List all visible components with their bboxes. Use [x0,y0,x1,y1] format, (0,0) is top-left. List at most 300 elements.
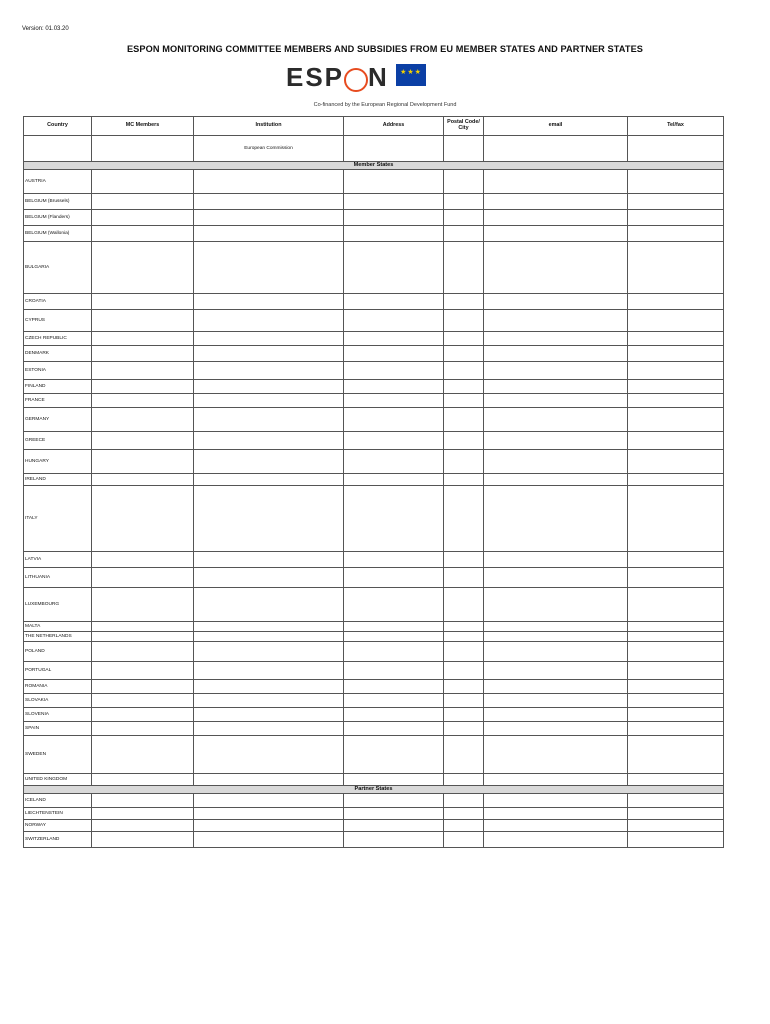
cell-address [344,832,444,848]
cell-institution [194,362,344,380]
cell-institution [194,294,344,310]
espon-logo [286,62,466,102]
cell-address [344,450,444,474]
cell-country: ICELAND [24,794,92,808]
cell-institution [194,380,344,394]
cell-members [92,794,194,808]
cell-institution [194,486,344,552]
cell-country: SLOVAKIA [24,694,92,708]
table-row [24,310,724,332]
table-row [24,242,724,294]
table-row [24,432,724,450]
cell-members [92,310,194,332]
cell-postal [444,794,484,808]
cell-members [92,694,194,708]
cell-country: THE NETHERLANDS [24,632,92,642]
cell-address [344,432,444,450]
cell-country: UNITED KINGDOM [24,774,92,786]
cell-email[interactable] [484,632,628,642]
cell-tel [628,310,724,332]
cell-address [344,632,444,642]
cell-members [92,486,194,552]
cell-email[interactable] [484,432,628,450]
cell-tel [628,694,724,708]
cell-tel [628,408,724,432]
cell-country: NORWAY [24,820,92,832]
cell-country: BELGIUM (Flanders) [24,210,92,226]
cell-institution [194,808,344,820]
cell-country: ITALY [24,486,92,552]
cell-email[interactable] [484,642,628,662]
table-row [24,170,724,194]
cell-country: BULGARIA [24,242,92,294]
cell-address [344,136,444,162]
cell-institution [194,408,344,432]
cell-postal [444,486,484,552]
cell-members [92,708,194,722]
cell-address [344,226,444,242]
table-row [24,552,724,568]
cell-postal [444,170,484,194]
cell-email[interactable] [484,486,628,552]
table-row [24,632,724,642]
cell-address [344,394,444,408]
table-row [24,450,724,474]
cell-tel [628,722,724,736]
cell-address [344,242,444,294]
cell-tel [628,346,724,362]
cell-address [344,680,444,694]
table-row [24,774,724,786]
cell-postal [444,736,484,774]
cell-institution [194,332,344,346]
cell-email[interactable] [484,820,628,832]
cell-institution [194,226,344,242]
cell-postal [444,362,484,380]
cell-institution [194,642,344,662]
cell-address [344,332,444,346]
cell-tel [628,332,724,346]
cell-country [24,136,92,162]
cell-members [92,408,194,432]
cell-tel [628,680,724,694]
cell-address [344,486,444,552]
cell-country: POLAND [24,642,92,662]
cell-address [344,622,444,632]
cell-address [344,408,444,432]
cell-country: IRELAND [24,474,92,486]
cell-postal [444,310,484,332]
table-row [24,642,724,662]
cell-members [92,832,194,848]
cell-country: MALTA [24,622,92,632]
section-row [24,162,724,170]
table-row [24,736,724,774]
cell-postal [444,722,484,736]
cell-tel [628,486,724,552]
cell-email[interactable] [484,362,628,380]
column-header-postal: Postal Code/ City [444,117,484,136]
cell-country: LUXEMBOURG [24,588,92,622]
cell-email[interactable] [484,394,628,408]
cell-address [344,662,444,680]
cell-email[interactable] [484,694,628,708]
table-row [24,346,724,362]
cell-postal [444,808,484,820]
cell-email[interactable] [484,552,628,568]
cell-institution [194,708,344,722]
section-row [24,786,724,794]
cell-institution [194,722,344,736]
cell-address [344,588,444,622]
cell-country: CZECH REPUBLIC [24,332,92,346]
cell-email[interactable] [484,294,628,310]
cell-members [92,474,194,486]
column-header-address: Address [344,117,444,136]
cell-tel [628,380,724,394]
cell-tel [628,450,724,474]
table-row [24,832,724,848]
cell-postal [444,136,484,162]
cell-email[interactable] [484,136,628,162]
cell-tel [628,136,724,162]
cell-address [344,362,444,380]
cell-email[interactable] [484,622,628,632]
cell-members [92,808,194,820]
cell-tel [628,662,724,680]
table-row [24,380,724,394]
table-row [24,332,724,346]
table-row [24,694,724,708]
cell-country: GERMANY [24,408,92,432]
cell-postal [444,694,484,708]
cell-country: PORTUGAL [24,662,92,680]
cell-postal [444,394,484,408]
cell-members [92,588,194,622]
eu-flag-icon [396,64,426,86]
cell-postal [444,294,484,310]
section-label: Partner States [24,786,724,794]
cell-address [344,794,444,808]
cell-email[interactable] [484,736,628,774]
cell-institution [194,346,344,362]
cell-members [92,332,194,346]
cell-email[interactable] [484,170,628,194]
table-row [24,136,724,162]
cell-address [344,552,444,568]
cell-institution [194,194,344,210]
cell-address [344,694,444,708]
column-header-tel: Tel/fax [628,117,724,136]
column-header-institution: Institution [194,117,344,136]
cell-members [92,774,194,786]
cell-country: SWITZERLAND [24,832,92,848]
cell-country: LIECHTENSTEIN [24,808,92,820]
cell-institution [194,394,344,408]
cell-email[interactable] [484,242,628,294]
cell-institution [194,474,344,486]
table-row [24,588,724,622]
cell-email[interactable] [484,450,628,474]
page-title: ESPON MONITORING COMMITTEE MEMBERS AND SUBSIDIES FROM EU MEMBER STATES AND PARTNER STATES [126,44,644,54]
cell-members [92,136,194,162]
table-row [24,408,724,432]
cell-email[interactable] [484,380,628,394]
cell-address [344,722,444,736]
cell-postal [444,210,484,226]
cell-tel [628,474,724,486]
cell-postal [444,346,484,362]
cell-country: LATVIA [24,552,92,568]
cell-tel [628,832,724,848]
eu-stars-icon: ★★★ [400,69,422,76]
cell-postal [444,662,484,680]
cell-email[interactable] [484,568,628,588]
cell-email[interactable] [484,332,628,346]
cell-tel [628,432,724,450]
cell-postal [444,622,484,632]
cell-country: ESTONIA [24,362,92,380]
cell-tel [628,820,724,832]
cell-postal [444,408,484,432]
cell-members [92,662,194,680]
cell-institution [194,832,344,848]
cell-address [344,736,444,774]
cell-email[interactable] [484,774,628,786]
cell-institution [194,680,344,694]
cell-members [92,568,194,588]
cell-country: AUSTRIA [24,170,92,194]
cell-members [92,194,194,210]
cell-tel [628,568,724,588]
cell-country: BELGIUM (Wallonia) [24,226,92,242]
table-row [24,680,724,694]
cell-postal [444,774,484,786]
cell-tel [628,170,724,194]
cell-postal [444,568,484,588]
table-row [24,708,724,722]
cell-email[interactable] [484,794,628,808]
logo-text: ESP [286,62,345,92]
cell-tel [628,294,724,310]
cell-tel [628,552,724,568]
cell-members [92,380,194,394]
cell-institution [194,210,344,226]
cell-postal [444,194,484,210]
table-row [24,226,724,242]
cell-address [344,568,444,588]
cell-postal [444,450,484,474]
cell-members [92,210,194,226]
cell-email[interactable] [484,722,628,736]
cell-address [344,194,444,210]
cell-email[interactable] [484,474,628,486]
section-label: Member States [24,162,724,170]
table-row [24,474,724,486]
cell-email[interactable] [484,408,628,432]
cell-address [344,774,444,786]
cell-postal [444,680,484,694]
table-row [24,622,724,632]
table-row [24,820,724,832]
cell-postal [444,632,484,642]
cell-tel [628,394,724,408]
cell-members [92,394,194,408]
cell-email[interactable] [484,346,628,362]
cell-address [344,808,444,820]
cell-postal [444,332,484,346]
table-row [24,808,724,820]
table-row [24,210,724,226]
table-row [24,794,724,808]
cell-address [344,346,444,362]
cell-institution [194,736,344,774]
table-header-row [24,117,724,136]
cell-address [344,170,444,194]
cell-email[interactable] [484,210,628,226]
cell-tel [628,194,724,210]
cell-address [344,642,444,662]
contact-table [23,116,724,848]
logo-globe-icon [344,68,368,92]
version-label: Version: 01.03.20 [22,26,69,32]
logo-text-n: N [368,62,387,92]
cell-country: BELGIUM (Brussels) [24,194,92,210]
cell-institution [194,552,344,568]
cell-institution [194,568,344,588]
cell-email[interactable] [484,808,628,820]
cell-postal [444,708,484,722]
cell-institution [194,310,344,332]
table-row [24,486,724,552]
cell-country: CROATIA [24,294,92,310]
cell-tel [628,242,724,294]
cell-tel [628,632,724,642]
cell-email[interactable] [484,708,628,722]
cell-members [92,622,194,632]
cell-email[interactable] [484,310,628,332]
cell-members [92,722,194,736]
cell-institution [194,774,344,786]
cell-institution [194,432,344,450]
cell-country: FINLAND [24,380,92,394]
cell-tel [628,226,724,242]
cell-email[interactable] [484,588,628,622]
table-row [24,294,724,310]
cell-institution [194,794,344,808]
cell-postal [444,432,484,450]
cell-address [344,820,444,832]
cofinance-caption: Co-financed by the European Regional Development Fund [313,102,457,108]
cell-institution [194,622,344,632]
column-header-email: email [484,117,628,136]
cell-members [92,226,194,242]
cell-address [344,380,444,394]
cell-members [92,432,194,450]
cell-institution [194,694,344,708]
cell-email[interactable] [484,662,628,680]
cell-email[interactable] [484,226,628,242]
table-row [24,394,724,408]
cell-institution [194,662,344,680]
cell-institution [194,820,344,832]
cell-members [92,450,194,474]
cell-tel [628,794,724,808]
cell-country: HUNGARY [24,450,92,474]
table-row [24,194,724,210]
table-row [24,568,724,588]
cell-institution [194,242,344,294]
cell-institution [194,170,344,194]
cell-members [92,632,194,642]
cell-institution [194,588,344,622]
cell-country: SPAIN [24,722,92,736]
cell-country: FRANCE [24,394,92,408]
table-row [24,362,724,380]
cell-tel [628,622,724,632]
cell-members [92,170,194,194]
cell-postal [444,832,484,848]
cell-postal [444,474,484,486]
cell-institution [194,450,344,474]
cell-tel [628,210,724,226]
cell-institution [194,632,344,642]
cell-postal [444,242,484,294]
column-header-country: Country [24,117,92,136]
cell-country: LITHUANIA [24,568,92,588]
cell-members [92,362,194,380]
cell-email[interactable] [484,680,628,694]
cell-address [344,708,444,722]
cell-members [92,736,194,774]
cell-country: DENMARK [24,346,92,362]
cell-members [92,294,194,310]
cell-postal [444,588,484,622]
cell-postal [444,380,484,394]
cell-tel [628,642,724,662]
cell-tel [628,774,724,786]
cell-tel [628,736,724,774]
cell-postal [444,226,484,242]
cell-address [344,294,444,310]
cell-members [92,642,194,662]
cell-postal [444,552,484,568]
cell-country: CYPRUS [24,310,92,332]
cell-postal [444,642,484,662]
cell-address [344,310,444,332]
cell-members [92,242,194,294]
cell-email[interactable] [484,832,628,848]
cell-email[interactable] [484,194,628,210]
cell-members [92,552,194,568]
table-row [24,722,724,736]
table-row [24,662,724,680]
cell-members [92,680,194,694]
cell-tel [628,808,724,820]
cell-country: SLOVENIA [24,708,92,722]
cell-postal [444,820,484,832]
cell-country: ROMANIA [24,680,92,694]
cell-address [344,210,444,226]
cell-country: SWEDEN [24,736,92,774]
column-header-members: MC Members [92,117,194,136]
cell-address [344,474,444,486]
cell-tel [628,588,724,622]
cell-members [92,346,194,362]
cell-tel [628,362,724,380]
cell-country: GREECE [24,432,92,450]
cell-members [92,820,194,832]
